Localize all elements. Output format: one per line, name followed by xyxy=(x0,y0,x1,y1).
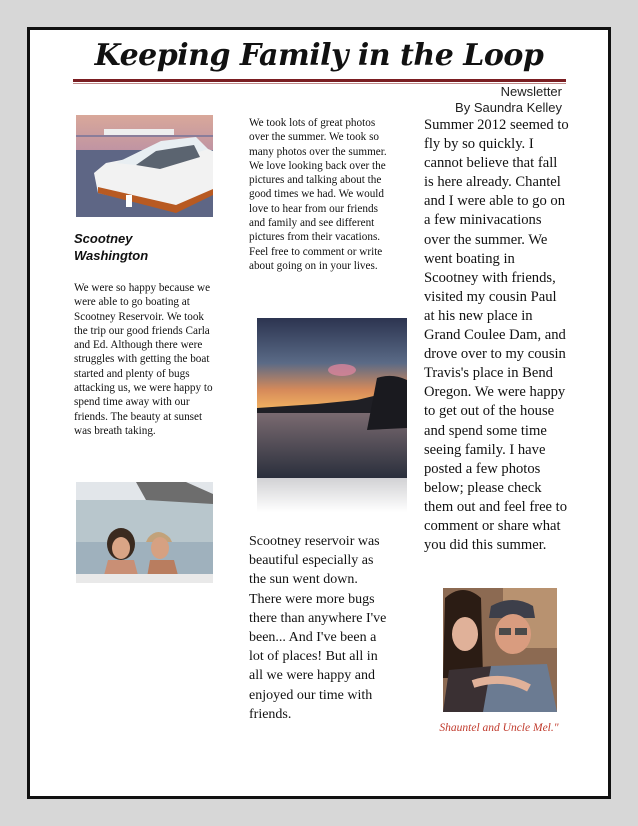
newsletter-label: Newsletter xyxy=(500,84,562,99)
friends-photo-image xyxy=(76,482,213,583)
photos-intro: We took lots of great photos over the summer. We took so many photos over the summer. We love looking back over the pictures and talking about the good times we had. We would love to hear from our friends and family and see different pictures from their vacations. Feel free to comment or write about going on in your lives. xyxy=(249,117,387,272)
summer-story: Summer 2012 seemed to fly by so quickly. I cannot believe that fall is here already. Chantel and I were able to go on a few minivacations over the summer. We went boating in Scootney with friends, visited my cousin Paul at his new place in Grand Coulee Dam, and drove over to my cousin Travis's place in Bend Oregon. We were happy to get out of the house and spend some time seeing family. I have posted a few photos below; please check them out and feel free to comment or share what you did this summer. xyxy=(424,117,569,554)
byline xyxy=(455,84,562,116)
boat-photo xyxy=(76,115,213,217)
photo-caption: Shauntel and Uncle Mel." xyxy=(439,722,559,734)
section-heading: Scootney Washington xyxy=(74,231,149,263)
family-photo xyxy=(443,588,557,712)
friends-photo xyxy=(76,482,213,583)
family-photo-image xyxy=(443,588,557,712)
newsletter-title: Keeping Family in the Loop xyxy=(94,38,544,73)
sunset-photo xyxy=(257,318,407,512)
title-rule xyxy=(73,79,566,82)
author-line: By Saundra Kelley xyxy=(455,100,562,115)
reservoir-story: Scootney reservoir was beautiful especially as the sun went down. There were more bugs there than anywhere I've been... And I've been a lot of places! But all in all we were happy and enjoyed our time with friends. xyxy=(249,534,387,722)
boat-photo-image xyxy=(76,115,213,217)
sunset-photo-image xyxy=(257,318,407,512)
scootney-story: We were so happy because we were able to go boating at Scootney Reservoir. We took the trip our good friends Carla and Ed. Although there were struggles with getting the boat started and plenty of bugs attacking us, we were happy to spend time away with our friends. The beauty at sunset was breath taking. xyxy=(74,282,213,437)
